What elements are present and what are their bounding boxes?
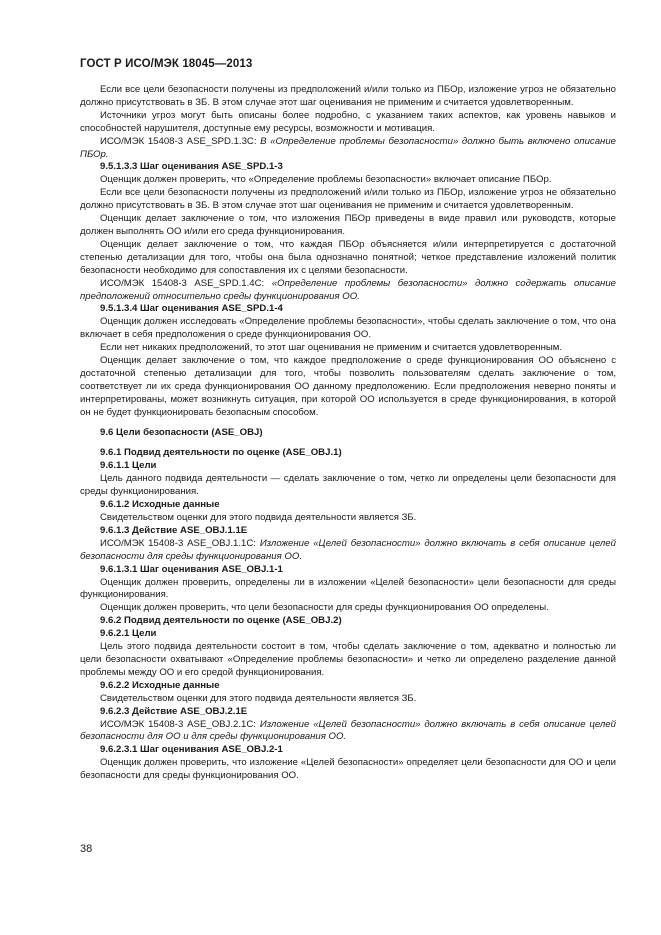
paragraph: Оценщик делает заключение о том, что изложения ПБОр приведены в виде правил или руководств, которые должен выполнять ОО и/или его среда функционирования. [80, 213, 616, 237]
paragraph: Если все цели безопасности получены из предположений и/или только из ПБОр, изложение угроз не обязательно должно присутствовать в ЗБ. В этом случае этот шаг оценивания не применим и считается удовлетворенным. [80, 84, 616, 108]
requirement-text: Изложение «Целей безопасности» должно включать в себя описание целей безопасности для ОО и для среды функционирования ОО. [80, 718, 616, 743]
section-heading: 9.6 Цели безопасности (ASE_OBJ) [100, 426, 263, 438]
paragraph: Свидетельством оценки для этого подвида деятельности является ЗБ. [100, 512, 417, 523]
paragraph: Цель данного подвида деятельности — сделать заключение о том, четко ли определены цели безопасности для среды функционирования. [80, 473, 616, 498]
paragraph: Оценщик должен исследовать «Определение проблемы безопасности», чтобы сделать заключение о том, что она включает в себя предположения о среде функционирования ОО. [80, 316, 616, 341]
paragraph: Оценщик должен проверить, определены ли в изложении «Целей безопасности» цели безопасности для среды функционирования. [80, 576, 616, 601]
requirement-ref: ИСО/МЭК 15408-3 ASE_OBJ.2.1C: [100, 718, 260, 730]
paragraph: Если все цели безопасности получены из предположений и/или только из ПБОр, изложение угроз не обязательно должно присутствовать в ЗБ. В этом случае этот шаг оценивания не применим и считается удовлетворенным. [80, 187, 616, 212]
section-heading: 9.6.1 Подвид деятельности по оценке (ASE_OBJ.1) [100, 447, 342, 459]
paragraph: Если нет никаких предположений, то этот шаг оценивания не применим и считается удовлетворенным. [100, 342, 563, 354]
requirement-text: «Определение проблемы безопасности» должно содержать описание предположений относительно среды функционирования ОО. [80, 277, 616, 302]
section-heading: 9.6.2.3.1 Шаг оценивания ASE_OBJ.2-1 [100, 744, 283, 756]
document-header: ГОСТ Р ИСО/МЭК 18045—2013 [80, 58, 253, 70]
section-heading: 9.6.2.2 Исходные данные [100, 679, 220, 691]
section-heading: 9.6.2.3 Действие ASE_OBJ.2.1E [100, 705, 248, 717]
requirement-paragraph [80, 538, 616, 564]
section-heading: 9.6.1.1 Цели [100, 460, 157, 472]
requirement-paragraph [80, 278, 616, 304]
requirement-paragraph [80, 719, 616, 745]
section-heading: 9.6.1.3 Действие ASE_OBJ.1.1E [100, 524, 248, 536]
paragraph: Источники угроз могут быть описаны более подробно, с указанием таких аспектов, как уровень навыков и способностей нарушителя, доступные ему ресурсы, возможности и мотивация. [80, 109, 616, 134]
page-number: 38 [80, 843, 93, 855]
section-heading: 9.5.1.3.3 Шаг оценивания ASE_SPD.1-3 [100, 161, 283, 173]
requirement-paragraph [80, 136, 616, 162]
section-heading: 9.5.1.3.4 Шаг оценивания ASE_SPD.1-4 [100, 303, 283, 315]
paragraph: Оценщик делает заключение о том, что каждое предположение о среде функционирования ОО объяснено с достаточной степенью детализации для того, чтобы позволить пользователям сделать заключение о том, соответствует ли их среда функционирования ОО данному предположению. Если предположения неверно поняты и интерпретированы, может возникнуть ситуация, при которой ОО используется в среде функционирования, в которой он не будет функционировать безопасным способом. [80, 355, 616, 418]
section-heading: 9.6.2 Подвид деятельности по оценке (ASE_OBJ.2) [100, 615, 342, 627]
paragraph: Оценщик делает заключение о том, что каждая ПБОр объясняется и/или интерпретируется с достаточной степенью детализации для того, чтобы она была однозначно понятной; четкое представление изложений политик безопасности необходимо для сопоставления их с целями безопасности. [80, 238, 616, 276]
paragraph: Оценщик должен проверить, что цели безопасности для среды функционирования ОО определены. [100, 602, 549, 614]
paragraph: Свидетельством оценки для этого подвида деятельности является ЗБ. [100, 692, 417, 704]
requirement-ref: ИСО/МЭК 15408-3 ASE_SPD.1.3C: [100, 135, 261, 147]
section-heading: 9.6.1.2 Исходные данные [100, 499, 220, 511]
paragraph: Оценщик должен проверить, что «Определение проблемы безопасности» включает описание ПБОр. [100, 174, 552, 186]
paragraph: Цель этого подвида деятельности состоит в том, чтобы сделать заключение о том, адекватно и полностью ли цели безопасности охватывают «Определение проблемы безопасности» и четко ли определено разделение данной проблемы между ОО и его средой функционирования. [80, 641, 616, 678]
page-body [80, 84, 616, 783]
requirement-text: Изложение «Целей безопасности» должно включать в себя описание целей безопасности для среды функционирования ОО. [80, 537, 616, 562]
requirement-ref: ИСО/МЭК 15408-3 ASE_SPD.1.4C: [100, 277, 272, 289]
paragraph: Оценщик должен проверить, что изложение «Целей безопасности» определяет цели безопасности для ОО и цели безопасности для среды функционирования ОО. [80, 757, 616, 782]
requirement-text: В «Определение проблемы безопасности» должно быть включено описание ПБОр. [80, 135, 616, 160]
section-heading: 9.6.2.1 Цели [100, 628, 157, 640]
section-heading: 9.6.1.3.1 Шаг оценивания ASE_OBJ.1-1 [100, 563, 283, 575]
requirement-ref: ИСО/МЭК 15408-3 ASE_OBJ.1.1C: [100, 537, 260, 549]
